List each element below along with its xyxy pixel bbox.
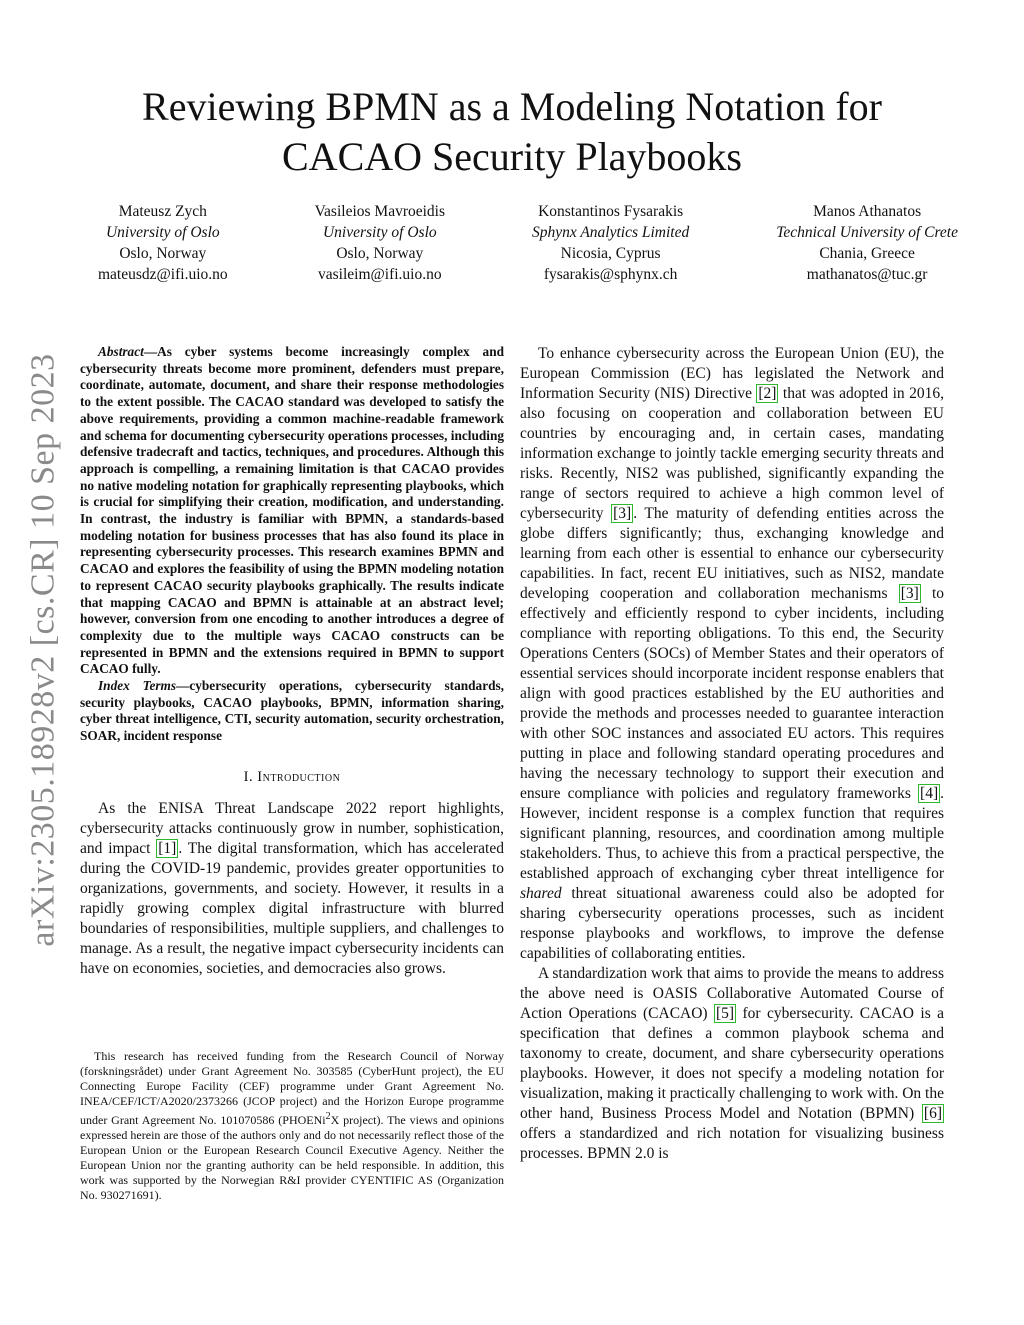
funding-footnote: [80, 1049, 504, 1203]
author-name: Manos Athanatos: [813, 203, 922, 220]
author-affiliation: University of Oslo: [105, 224, 220, 241]
citation-link[interactable]: [1]: [158, 839, 177, 857]
author-email[interactable]: mateusdz@ifi.uio.no: [98, 266, 228, 283]
text-run: . The digital transformation, which has accelerated during the COVID-19 pandemic, provides greater opportunities to organizations, governments, and society. However, it results in a rapidly growing complex digital infrastructure with blurred boundaries of responsibilities, multiple suppliers, and challenges to manage. As a result, the negative impact cybersecurity incidents can have on economies, societies, and democracies also grows.: [80, 839, 504, 977]
author-4: [776, 201, 958, 285]
text-run: As the ENISA Threat Landscape 2022 report highlights, cybersecurity attacks continuously grow in number, sophistication, and impact: [80, 799, 504, 857]
citation-link[interactable]: [6]: [923, 1105, 942, 1122]
author-block: [98, 201, 958, 285]
citation-link[interactable]: [4]: [920, 785, 939, 802]
citation-link[interactable]: [2]: [758, 385, 777, 402]
arxiv-identifier-text: arXiv:2305.18928v2 [cs.CR] 10 Sep 2023: [25, 353, 62, 947]
text-run: A standardization work that aims to provide the means to address the above need is OASIS Collaborative Automated Course of Action Operations (CACAO): [520, 965, 944, 1022]
section-heading-introduction: [80, 767, 504, 787]
text-run: to effectively and efficiently respond to cyber incidents, including compliance with reporting obligations. To this end, the Security Operations Centers (SOCs) of Member States and their operators of essential services should incorporate incident response enablers that align with good practices established by the EU authorities and provide the methods and processes needed to guarantee interaction with other SOC instances and associated EU actors. This requires putting in place and following standard operating procedures and having the necessary technology to support their execution and ensure compliance with policies and regulatory frameworks: [520, 585, 944, 802]
author-name: Mateusz Zych: [118, 203, 207, 220]
text-run: . However, incident response is a complex function that requires significant planning, resources, and coordination among multiple stakeholders. Thus, to achieve this from a practical perspective, the established approach of exchanging cyber threat intelligence for: [520, 785, 944, 882]
author-name: Vasileios Mavroeidis: [314, 203, 446, 220]
section-number: I.: [243, 768, 258, 785]
text-run: To enhance cybersecurity across the European Union (EU), the European Commission (EC) has legislated the Network and Information Security (NIS) Directive: [520, 345, 944, 402]
citation-link[interactable]: [3]: [900, 585, 919, 602]
citation-link[interactable]: [3]: [613, 505, 632, 522]
author-2: [315, 201, 445, 285]
footnote-text: X project). The views and opinions expressed herein are those of the authors only and do not necessarily reflect those of the European Union or the European Research Council Executive Agency. Neither the European Union nor the granting authority can be held responsible. In addition, this work was supported by the Norwegian R&I provider CYENTIFIC AS (Organization No. 930271691).: [80, 1113, 505, 1202]
author-location: Chania, Greece: [819, 245, 915, 262]
intro-paragraph-2: [520, 344, 944, 964]
index-terms-text: —cybersecurity operations, cybersecurity standards, security playbooks, CACAO playbooks, BPMN, information sharing, cyber threat intelligence, CTI, security automation, security orchestration, SOAR, incident response: [80, 678, 504, 744]
text-run: for cybersecurity. CACAO is a specification that defines a common playbook schema and taxonomy to create, document, and share cybersecurity operations playbooks. However, it does not specify a modeling notation for visualization, making it practically challenging to work with. On the other hand, Business Process Model and Notation (BPMN): [520, 1005, 945, 1122]
title-line-1: Reviewing BPMN as a Modeling Notation for: [142, 84, 882, 129]
section-title: Introduction: [257, 768, 341, 785]
author-name: Konstantinos Fysarakis: [538, 203, 684, 220]
right-column: [520, 344, 944, 1164]
author-location: Oslo, Norway: [119, 245, 207, 262]
left-column: [80, 344, 504, 979]
citation-link[interactable]: [5]: [716, 1005, 735, 1022]
author-affiliation: University of Oslo: [322, 224, 437, 241]
paper-title: [80, 82, 944, 182]
text-run: . The maturity of defending entities across the globe differs significantly; thus, exchanging knowledge and learning from each other is essential to enhance our cybersecurity capabilities. In fact, recent EU initiatives, such as NIS2, mandate developing cooperation and collaboration mechanisms: [520, 505, 944, 602]
abstract-text: —As cyber systems become increasingly complex and cybersecurity threats become more prominent, defenders must prepare, coordinate, automate, document, and share their response methodologies to the extent possible. The CACAO standard was developed to satisfy the above requirements, providing a common machine-readable framework and schema for documenting cybersecurity operations processes, including defensive tradecraft and tactics, techniques, and procedures. Although this approach is compelling, a remaining limitation is that CACAO provides no native modeling notation for graphically representing playbooks, which is crucial for simplifying their creation, modification, and understanding. In contrast, the industry is familiar with BPMN, a standards-based modeling notation for business processes that has also found its place in representing cybersecurity processes. This research examines BPMN and CACAO and explores the feasibility of using the BPMN modeling notation to represent CACAO security playbooks graphically. The results indicate that mapping CACAO and BPMN is attainable at an abstract level; however, conversion from one encoding to another introduces a degree of complexity due to the multiple ways CACAO constructs can be represented in BPMN and the extensions required in BPMN to support CACAO fully.: [80, 344, 504, 677]
author-affiliation: Technical University of Crete: [776, 224, 958, 241]
index-terms-label: Index Terms: [98, 678, 177, 694]
abstract-label: Abstract: [98, 344, 144, 359]
footnote-text: This research has received funding from the Research Council of Norway (forskningsrådet) under Grant Agreement No. 303585 (CyberHunt project), the EU Connecting Europe Facility (CEF) programme under Grant Agreement No. INEA/CEF/ICT/A2020/2373266 (JCOP project) and the Horizon Europe programme under Grant Agreement No. 101070586 (PHOENi: [80, 1049, 504, 1127]
emphasis: shared: [520, 885, 562, 902]
index-terms: [80, 678, 504, 745]
text-run: offers a standardized and rich notation for visualizing business processes. BPMN 2.0 is: [520, 1125, 944, 1162]
intro-paragraph-3: [520, 964, 944, 1164]
author-email[interactable]: mathanatos@tuc.gr: [806, 266, 928, 283]
author-affiliation: Sphynx Analytics Limited: [531, 224, 690, 241]
author-email[interactable]: fysarakis@sphynx.ch: [543, 266, 678, 283]
author-3: [532, 201, 689, 285]
title-line-2: CACAO Security Playbooks: [282, 134, 742, 179]
author-location: Nicosia, Cyprus: [560, 245, 661, 262]
intro-paragraph-1: [80, 799, 504, 979]
text-run: threat situational awareness could also be adopted for sharing cybersecurity operations processes, such as incident response playbooks and workflows, to improve the defense capabilities of collaborating entities.: [520, 885, 944, 962]
author-1: [98, 201, 228, 285]
arxiv-identifier: [14, 350, 74, 950]
author-email[interactable]: vasileim@ifi.uio.no: [317, 266, 442, 283]
author-location: Oslo, Norway: [336, 245, 424, 262]
text-run: that was adopted in 2016, also focusing on cooperation and collaboration between EU countries by encouraging and, in certain cases, mandating information exchange to jointly tackle emerging security threats and risks. Recently, NIS2 was published, significantly expanding the range of sectors required to achieve a high common level of cybersecurity: [520, 385, 944, 522]
abstract: [80, 344, 504, 678]
footnote-superscript: 2: [325, 1111, 331, 1122]
